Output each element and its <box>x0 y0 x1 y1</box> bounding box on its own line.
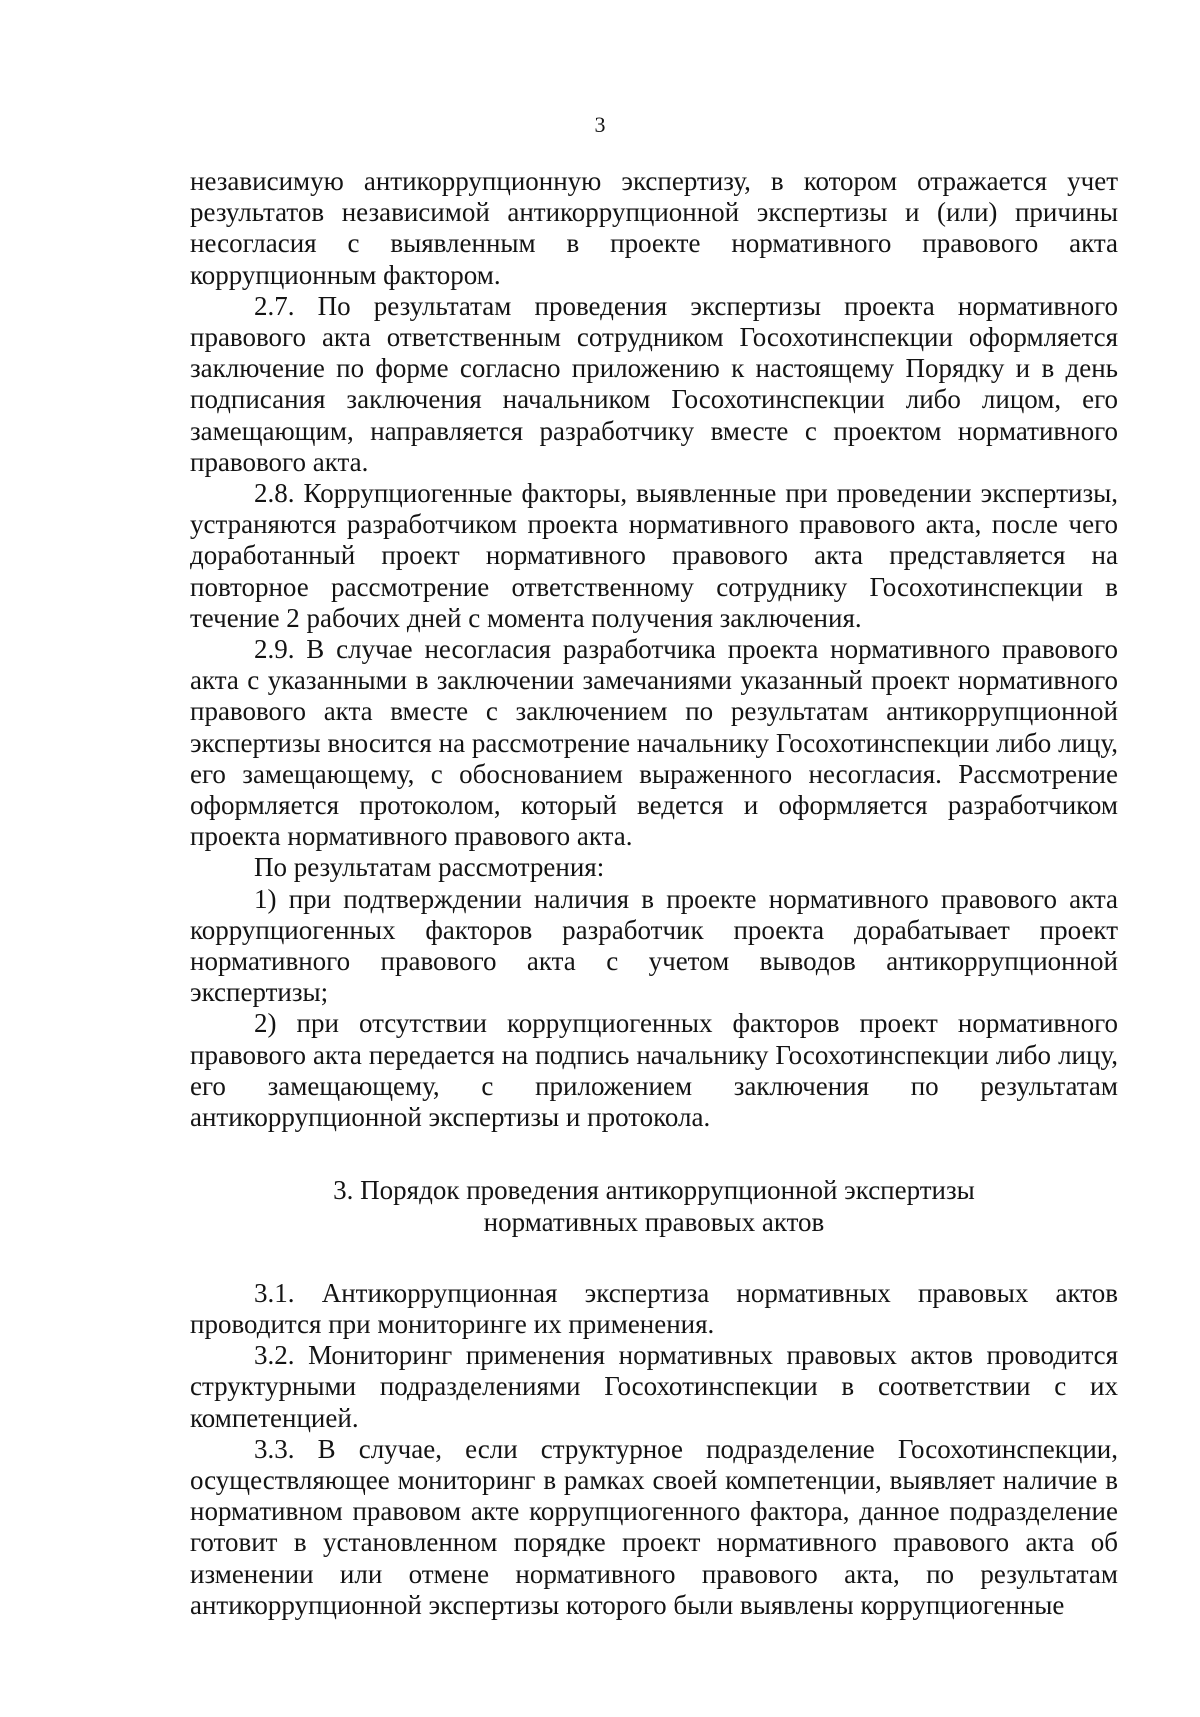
section-heading-line-1: 3. Порядок проведения антикоррупционной экспертизы <box>333 1175 975 1206</box>
paragraph-2-8: 2.8. Коррупциогенные факторы, выявленные при проведении экспертизы, устраняются разработчиком проекта нормативного правового акта, после чего доработанный проект нормативного правового акта представляется на повторное рассмотрение ответственному сотруднику Госохотинспекции в течение 2 рабочих дней с момента получения заключения. <box>190 478 1118 633</box>
paragraph-2-7: 2.7. По результатам проведения экспертизы проекта нормативного правового акта ответственным сотрудником Госохотинспекции оформляется заключение по форме согласно приложению к настоящему Порядку и в день подписания заключения начальником Госохотинспекции либо лицом, его замещающим, направляется разработчику вместе с проектом нормативного правового акта. <box>190 290 1118 477</box>
list-item-2: 2) при отсутствии коррупциогенных факторов проект нормативного правового акта передается на подпись начальнику Госохотинспекции либо лицу, его замещающему, с приложением заключения по результатам антикоррупционной экспертизы и протокола. <box>190 1008 1118 1133</box>
paragraph-continuation: независимую антикоррупционную экспертизу, в котором отражается учет результатов независимой антикоррупционной экспертизы и (или) причины несогласия с выявленным в проекте нормативного правового акта коррупционным фактором. <box>190 166 1118 290</box>
section-heading-line-2: нормативных правовых актов <box>483 1206 825 1237</box>
paragraph-2-9: 2.9. В случае несогласия разработчика проекта нормативного правового акта с указанными в заключении замечаниями указанный проект нормативного правового акта вместе с заключением по результатам антикоррупционной экспертизы вносится на рассмотрение начальнику Госохотинспекции либо лицу, его замещающему, с обоснованием выраженного несогласия. Рассмотрение оформляется протоколом, который ведется и оформляется разработчиком проекта нормативного правового акта. <box>190 634 1118 852</box>
paragraph-3-3: 3.3. В случае, если структурное подразделение Госохотинспекции, осуществляющее мониторинг в рамках своей компетенции, выявляет наличие в нормативном правовом акте коррупциогенного фактора, данное подразделение готовит в установленном порядке проект нормативного правового акта об изменении или отмене нормативного правового акта, по результатам антикоррупционной экспертизы которого были выявлены коррупциогенные <box>190 1433 1118 1620</box>
list-item-1: 1) при подтверждении наличия в проекте нормативного правового акта коррупциогенных факторов разработчик проекта дорабатывает проект нормативного правового акта с учетом выводов антикоррупционной экспертизы; <box>190 883 1118 1008</box>
paragraph-review-results: По результатам рассмотрения: <box>254 852 605 883</box>
paragraph-3-1: 3.1. Антикоррупционная экспертиза нормативных правовых актов проводится при мониторинге их применения. <box>190 1277 1118 1339</box>
page-number: 3 <box>594 112 606 137</box>
document-body <box>190 166 1118 1621</box>
section-3-heading <box>190 1175 1118 1237</box>
paragraph-3-2: 3.2. Мониторинг применения нормативных правовых актов проводится структурными подразделениями Госохотинспекции в соответствии с их компетенцией. <box>190 1340 1118 1433</box>
